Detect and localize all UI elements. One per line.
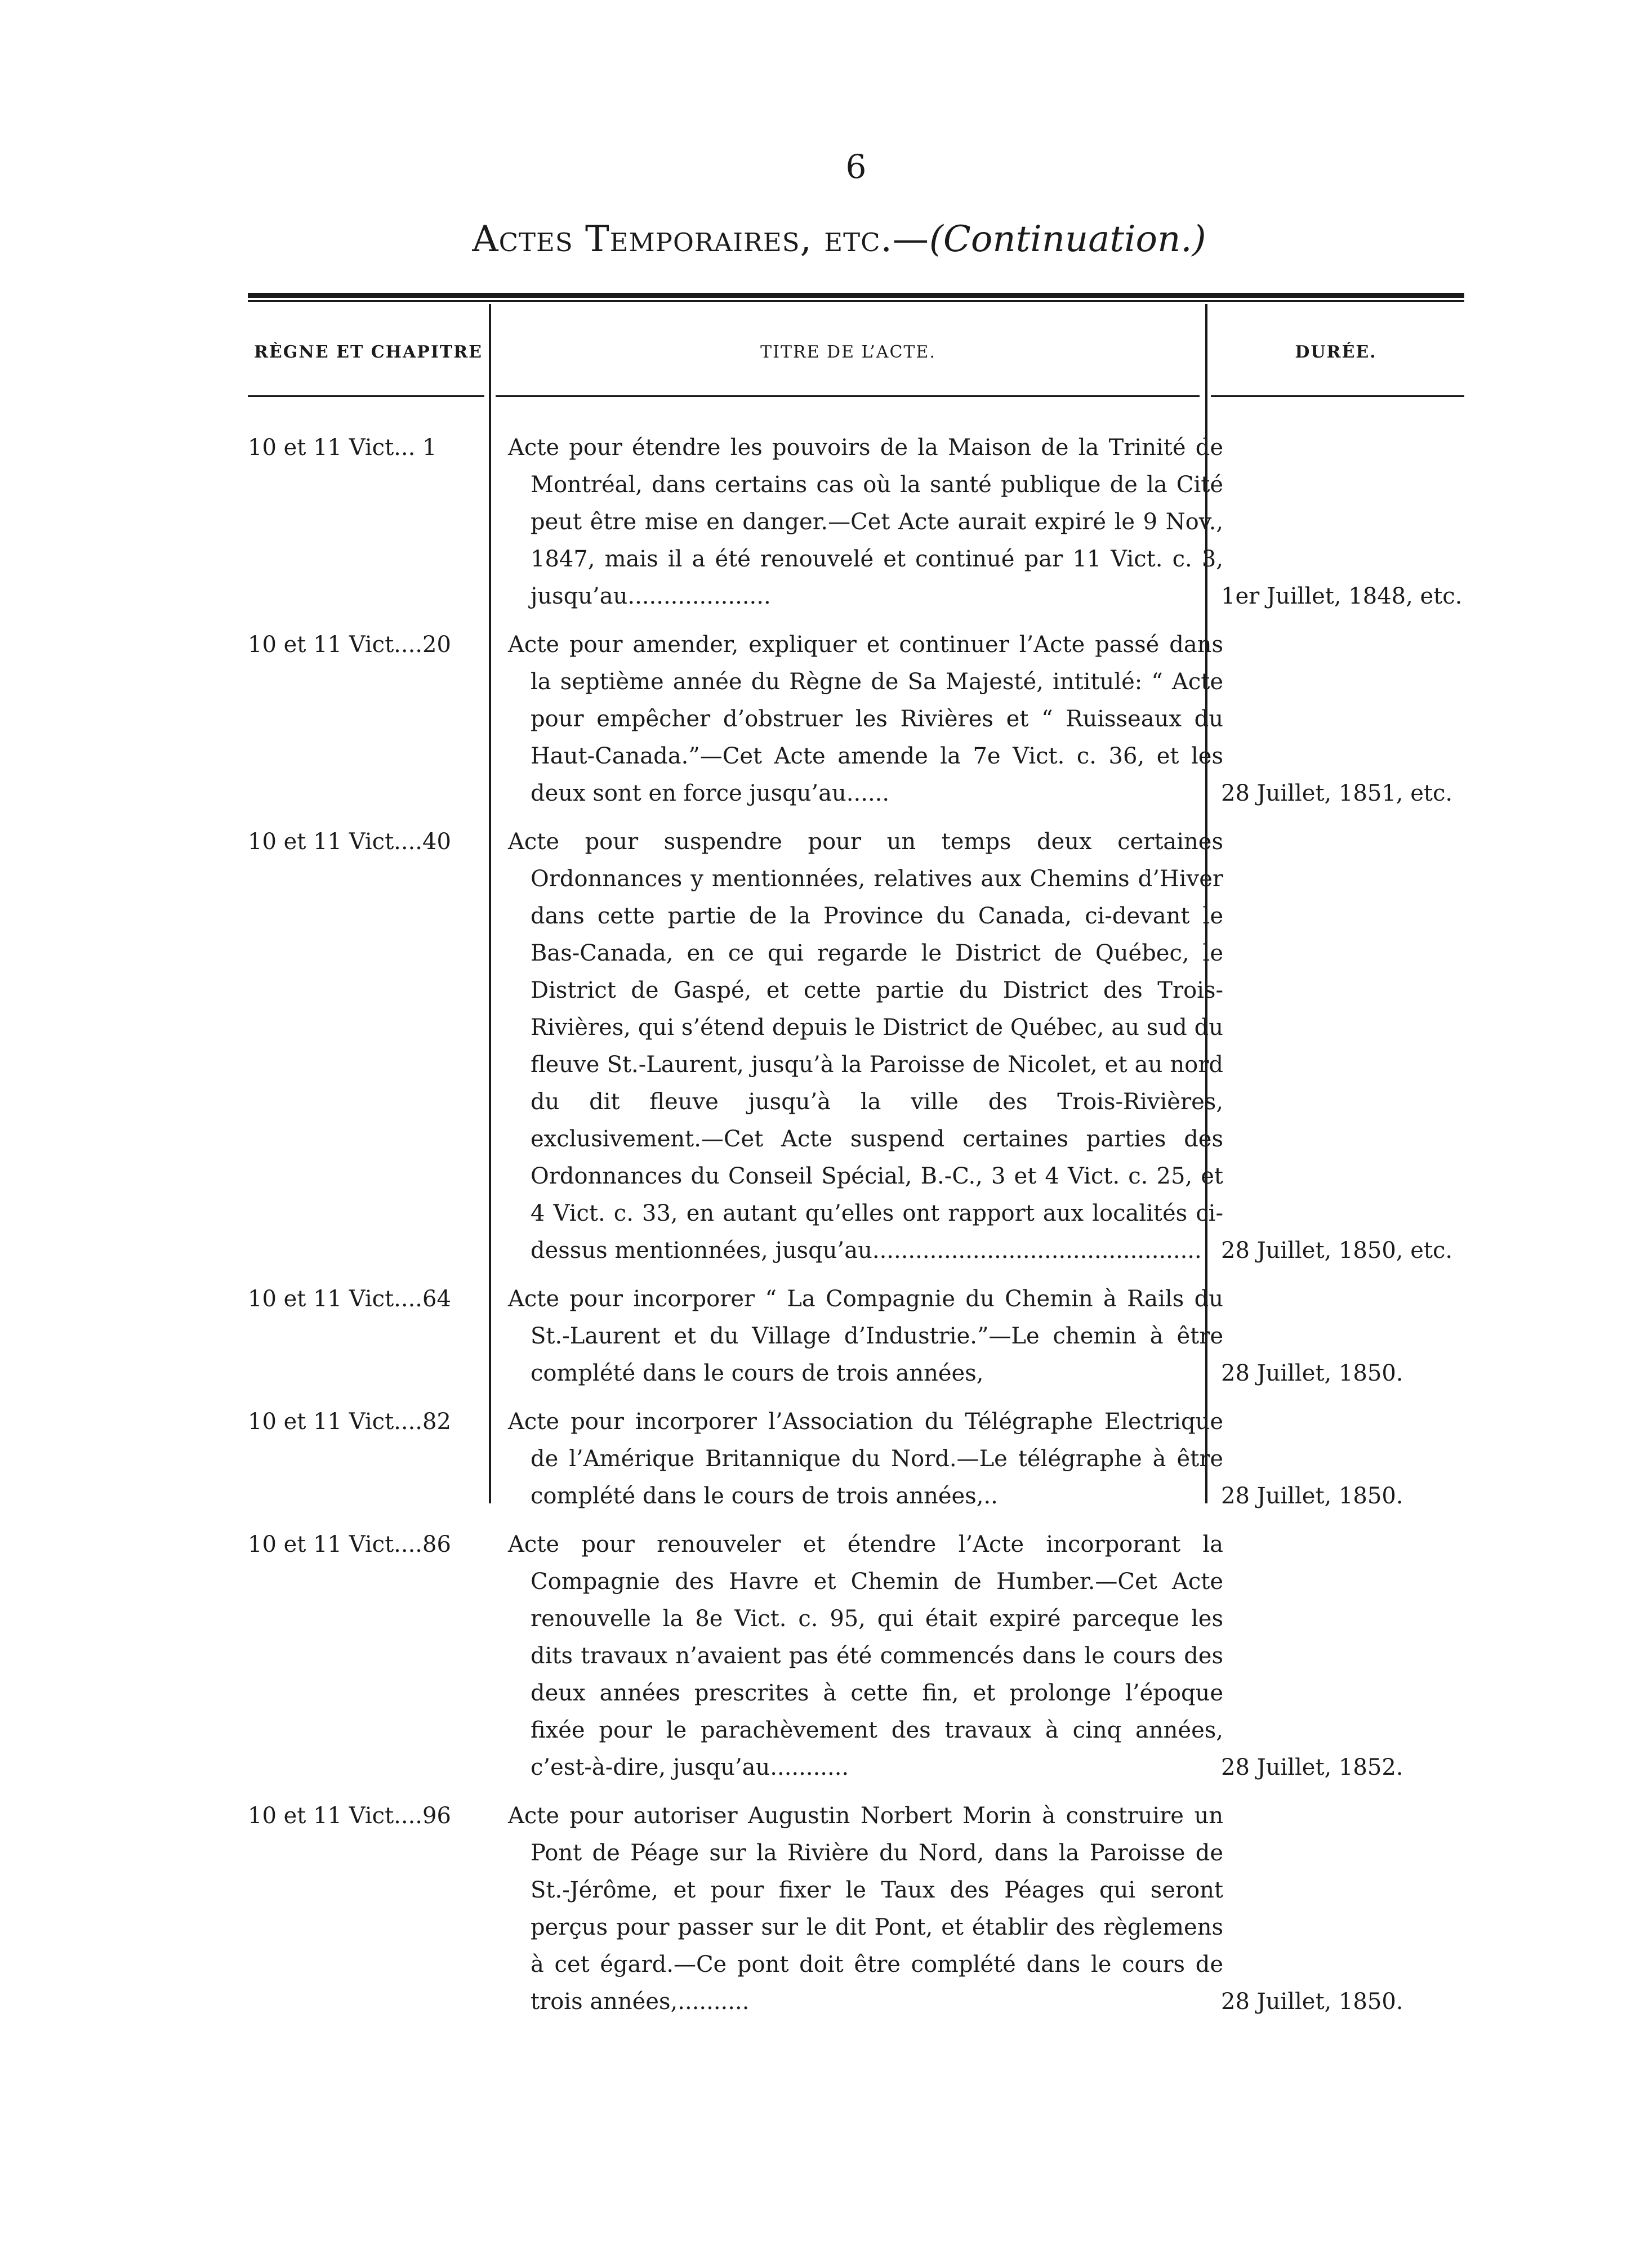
title-cell: Acte pour étendre les pouvoirs de la Maison de la Trinité de Montréal, dans certains cas où la santé publique de la Cité peut être mise en danger.—Cet Acte aurait expiré le 9 Nov., 1847, mais il a été renouvelé et continué par 11 Vict. c. 3, jusqu’au.................... [508,435,1223,609]
chapter-cell: 10 et 11 Vict... 1 [248,435,437,461]
header-rule-thin [248,300,1464,302]
duration-cell: 28 Juillet, 1850. [1221,1360,1403,1386]
chapter-cell: 10 et 11 Vict....96 [248,1803,451,1829]
title-cell: Acte pour amender, expliquer et continuer l’Acte passé dans la septième année du Règne de Sa Majesté, intitulé: “ Acte pour empêcher d’obstruer les Rivières et “ Ruisseaux du Haut-Canada.”—Cet Acte amende la 7e Vict. c. 36, et les deux sont en force jusqu’au...... [508,632,1223,806]
title-cell: Acte pour incorporer l’Association du Télégraphe Electrique de l’Amérique Britannique du Nord.—Le télégraphe à être complété dans le cours de trois années,.. [508,1409,1223,1509]
title-cell: Acte pour suspendre pour un temps deux certaines Ordonnances y mentionnées, relatives aux Chemins d’Hiver dans cette partie de la Province du Canada, ci-devant le Bas-Canada, en ce qui regarde le District de Québec, le District de Gaspé, et cette partie du District des Trois-Rivières, qui s’étend depuis le District de Québec, au sud du fleuve St.-Laurent, jusqu’à la Paroisse de Nicolet, et au nord du dit fleuve jusqu’à la ville des Trois-Rivières, exclusivement.—Cet Acte suspend certaines parties des Ordonnances du Conseil Spécial, B.-C., 3 et 4 Vict. c. 25, et 4 Vict. c. 33, en autant qu’elles ont rapport aux localités ci-dessus mentionnées, jusqu’au.............................................. [508,829,1223,1264]
table-row [0,1526,1640,1786]
chapter-cell: 10 et 11 Vict....86 [248,1532,451,1557]
table-row [0,823,1640,1269]
acts-table [0,429,1640,2020]
page-heading [338,218,1340,260]
title-cell: Acte pour renouveler et étendre l’Acte incorporant la Compagnie des Havre et Chemin de Humber.—Cet Acte renouvelle la 8e Vict. c. 95, qui était expiré parceque les dits travaux n’avaient pas été commencés dans le cours des deux années prescrites à cette fin, et prolonge l’époque fixée pour le parachèvement des travaux à cinq années, c’est-à-dire, jusqu’au........... [508,1532,1223,1780]
chapter-cell: 10 et 11 Vict....20 [248,632,451,658]
column-rule-duration [1211,395,1464,397]
chapter-cell: 10 et 11 Vict....64 [248,1286,451,1312]
chapter-cell: 10 et 11 Vict....40 [248,829,451,855]
table-row [0,1280,1640,1392]
table-row [0,1403,1640,1515]
title-cell: Acte pour autoriser Augustin Norbert Morin à construire un Pont de Péage sur la Rivière du Nord, dans la Paroisse de St.-Jérôme, et pour fixer le Taux des Péages qui seront perçus pour passer sur le dit Pont, et établir des règlemens à cet égard.—Ce pont doit être complété dans le cours de trois années,.......... [508,1803,1223,2015]
header-rule-thick [248,293,1464,298]
heading-main: Actes Temporaires, etc.— [472,218,929,260]
column-header-duration: DURÉE. [1295,342,1377,362]
column-header-title: TITRE DE L’ACTE. [760,342,936,362]
page-number: 6 [845,148,867,186]
duration-cell: 28 Juillet, 1850. [1221,1989,1403,2015]
duration-cell: 28 Juillet, 1850, etc. [1221,1238,1453,1264]
chapter-cell: 10 et 11 Vict....82 [248,1409,451,1435]
duration-cell: 28 Juillet, 1851, etc. [1221,780,1453,806]
table-row [0,1797,1640,2020]
duration-cell: 1er Juillet, 1848, etc. [1221,583,1463,609]
duration-cell: 28 Juillet, 1852. [1221,1754,1403,1780]
duration-cell: 28 Juillet, 1850. [1221,1483,1403,1509]
column-rule-chapter [248,395,484,397]
column-rule-title [496,395,1200,397]
table-row [0,429,1640,615]
title-cell: Acte pour incorporer “ La Compagnie du Chemin à Rails du St.-Laurent et du Village d’Industrie.”—Le chemin à être complété dans le cours de trois années, [508,1286,1223,1386]
column-header-chapter: RÈGNE ET CHAPITRE [254,342,483,362]
table-row [0,626,1640,812]
heading-continuation: (Continuation.) [929,218,1206,260]
